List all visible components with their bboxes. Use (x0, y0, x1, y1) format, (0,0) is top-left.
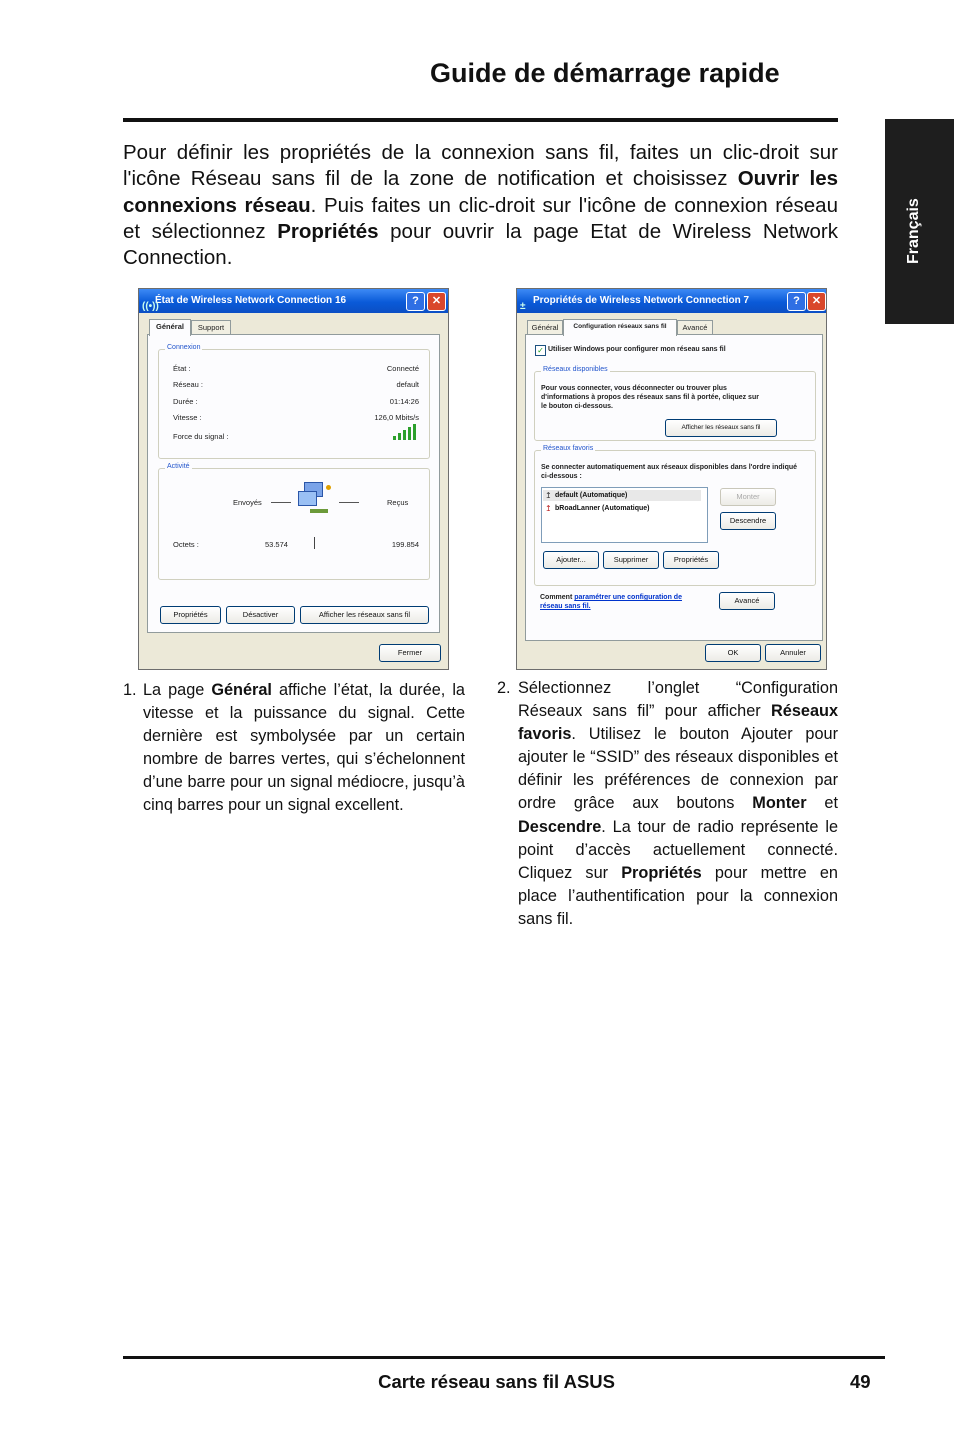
signal-bar (413, 424, 416, 440)
network-connection-icon: ± (520, 301, 526, 312)
tab-general[interactable]: Général (149, 319, 191, 336)
activity-light (326, 485, 331, 490)
preferred-networks-group (534, 445, 816, 586)
caption-2-bold-preferred: Réseaux favoris (518, 702, 838, 744)
signal-strength-bars (393, 424, 417, 440)
use-windows-checkbox-label: Utiliser Windows pour configurer mon réseau sans fil (548, 346, 726, 353)
preferred-networks-text: Se connecter automatiquement aux réseaux disponibles dans l'ordre indiqué ci-dessous : (541, 464, 798, 480)
activity-group (158, 463, 430, 580)
computer-front (298, 491, 317, 506)
view-wireless-networks-button[interactable]: Afficher les réseaux sans fil (300, 606, 429, 624)
learn-prefix: Comment (540, 594, 575, 601)
state-label: État : (173, 364, 191, 373)
caption-2-text-2: . Utilisez le bouton Ajouter pour ajouter le “SSID” des réseaux disponibles et définir les préférences de connexion par ordre grâce aux boutons (518, 725, 838, 813)
available-networks-group (534, 366, 816, 441)
properties-dialog-screenshot (516, 288, 827, 670)
wireless-network-icon: ((•)) (142, 301, 159, 312)
properties-button[interactable]: Propriétés (160, 606, 221, 624)
sent-line (271, 502, 291, 503)
footer-text: Carte réseau sans fil ASUS (378, 1371, 615, 1392)
radio-tower-icon: ↥ (545, 491, 552, 500)
footer-rule (123, 1356, 885, 1359)
signal-bar (403, 430, 406, 440)
view-wireless-networks-button[interactable]: Afficher les réseaux sans fil (665, 419, 777, 437)
properties-dialog-title: Propriétés de Wireless Network Connection 7 (533, 295, 750, 306)
intro-text-3: pour ouvrir la page Etat de Wireless Network Connection. (123, 219, 838, 270)
status-dialog-screenshot (138, 288, 449, 670)
status-dialog-tabs (147, 319, 437, 335)
caption-2-bold-properties: Propriétés (621, 863, 702, 882)
received-label: Reçus (387, 498, 409, 507)
duration-label: Durée : (173, 397, 198, 406)
octets-divider (314, 537, 315, 549)
close-window-button[interactable]: ✕ (427, 292, 446, 311)
network-value: default (396, 380, 419, 389)
intro-text-2: . Puis faites un clic-droit sur l'icône de connexion réseau et sélectionnez (123, 193, 838, 243)
intro-bold-properties: Propriétés (277, 219, 379, 243)
move-down-button[interactable]: Descendre (720, 512, 776, 530)
status-dialog-titlebar (139, 289, 448, 313)
add-button[interactable]: Ajouter... (543, 551, 599, 569)
sent-label: Envoyés (233, 498, 262, 507)
network-item-broadlanner[interactable] (543, 503, 701, 514)
network-item-broadlanner-label: bRoadLanner (Automatique) (555, 505, 650, 512)
caption-2-text-5: pour mettre en place l’authentification pour la connexion sans fil. (518, 863, 838, 928)
intro-text-1: Pour définir les propriétés de la connexion sans fil, faites un clic-droit sur l'icône Réseau sans fil de la zone de notification et choisissez (123, 141, 838, 191)
duration-value: 01:14:26 (389, 397, 419, 406)
status-dialog-panel (147, 334, 440, 633)
caption-1-bold-general: Général (211, 681, 272, 699)
cancel-button[interactable]: Annuler (765, 644, 821, 662)
help-button[interactable]: ? (787, 292, 806, 311)
ok-button[interactable]: OK (705, 644, 761, 662)
speed-label: Vitesse : (173, 413, 202, 422)
connection-group (158, 344, 430, 459)
caption-2-text-3: et (806, 794, 838, 813)
signal-bar (408, 427, 411, 440)
connection-group-title: Connexion (167, 344, 201, 351)
network-item-default[interactable] (543, 490, 701, 501)
caption-2-text-1: Sélectionnez l’onglet “Configuration Réseaux sans fil” pour afficher (518, 679, 838, 721)
properties-dialog-titlebar (517, 289, 826, 313)
status-dialog-title: État de Wireless Network Connection 16 (155, 295, 347, 306)
tab-advanced[interactable]: Avancé (677, 320, 713, 335)
disable-button[interactable]: Désactiver (226, 606, 295, 624)
close-button[interactable]: Fermer (379, 644, 441, 662)
caption-2-text-4: . La tour de radio représente le point d’accès actuellement connecté. Cliquez sur (518, 817, 838, 882)
received-line (339, 502, 359, 503)
learn-configuration-text (540, 593, 690, 611)
preferred-networks-title: Réseaux favoris (543, 445, 594, 452)
caption-2-bold-move-up: Monter (752, 794, 807, 813)
available-networks-text: Pour vous connecter, vous déconnecter ou trouver plus d'informations à propos des réseaux sans fil à portée, cliquez sur le bouton ci-dessous. (541, 385, 759, 410)
help-button[interactable]: ? (406, 292, 425, 311)
preferred-networks-list[interactable] (541, 487, 708, 543)
signal-bar (398, 433, 401, 440)
language-side-tab-label: Français (905, 198, 922, 264)
properties-dialog-panel (525, 334, 823, 641)
intro-bold-open-connections: Ouvrir les connexions réseau (123, 167, 838, 217)
caption-2 (518, 677, 838, 931)
remove-button[interactable]: Supprimer (603, 551, 659, 569)
octets-received-value: 199.854 (391, 540, 419, 549)
properties-button[interactable]: Propriétés (663, 551, 719, 569)
caption-2-bold-move-down: Descendre (518, 817, 602, 836)
move-up-button[interactable]: Monter (720, 488, 776, 506)
properties-dialog-tabs (525, 319, 821, 335)
octets-label: Octets : (173, 540, 199, 549)
network-activity-icon (298, 482, 334, 518)
activity-group-title: Activité (167, 463, 190, 470)
intro-paragraph (123, 140, 838, 271)
network-label: Réseau : (173, 380, 204, 389)
network-item-default-label: default (Automatique) (555, 492, 628, 499)
signal-bar (393, 436, 396, 440)
learn-configuration-link[interactable]: paramétrer une configuration de réseau sans fil. (540, 594, 682, 610)
tab-wireless-networks[interactable]: Configuration réseaux sans fil (563, 319, 677, 336)
use-windows-checkbox[interactable]: ✓ (535, 345, 546, 356)
network-icon: ↥ (545, 504, 552, 513)
caption-1-number: 1. (123, 681, 137, 699)
activity-base (310, 509, 328, 513)
close-window-button[interactable]: ✕ (807, 292, 826, 311)
octets-sent-value: 53.574 (265, 540, 288, 549)
caption-2-number: 2. (497, 679, 511, 697)
tab-support[interactable]: Support (191, 320, 231, 335)
caption-1-text-1: La page (143, 681, 212, 699)
title-rule (123, 118, 838, 122)
advanced-button[interactable]: Avancé (719, 592, 775, 610)
state-value: Connecté (386, 364, 419, 373)
page-title: Guide de démarrage rapide (430, 58, 780, 88)
signal-strength-label: Force du signal : (173, 432, 229, 441)
available-networks-title: Réseaux disponibles (543, 366, 608, 373)
speed-value: 126,0 Mbits/s (374, 413, 419, 422)
caption-1 (143, 679, 465, 818)
tab-general[interactable]: Général (527, 320, 563, 335)
caption-1-text-2: affiche l’état, la durée, la vitesse et la puissance du signal. Cette dernière est symbolysée par un certain nombre de barres vertes, qui s’échelonnent d’une barre pour un signal médiocre, jusqu’à cinq barres pour un signal excellent. (143, 681, 465, 815)
page-number: 49 (850, 1371, 871, 1392)
